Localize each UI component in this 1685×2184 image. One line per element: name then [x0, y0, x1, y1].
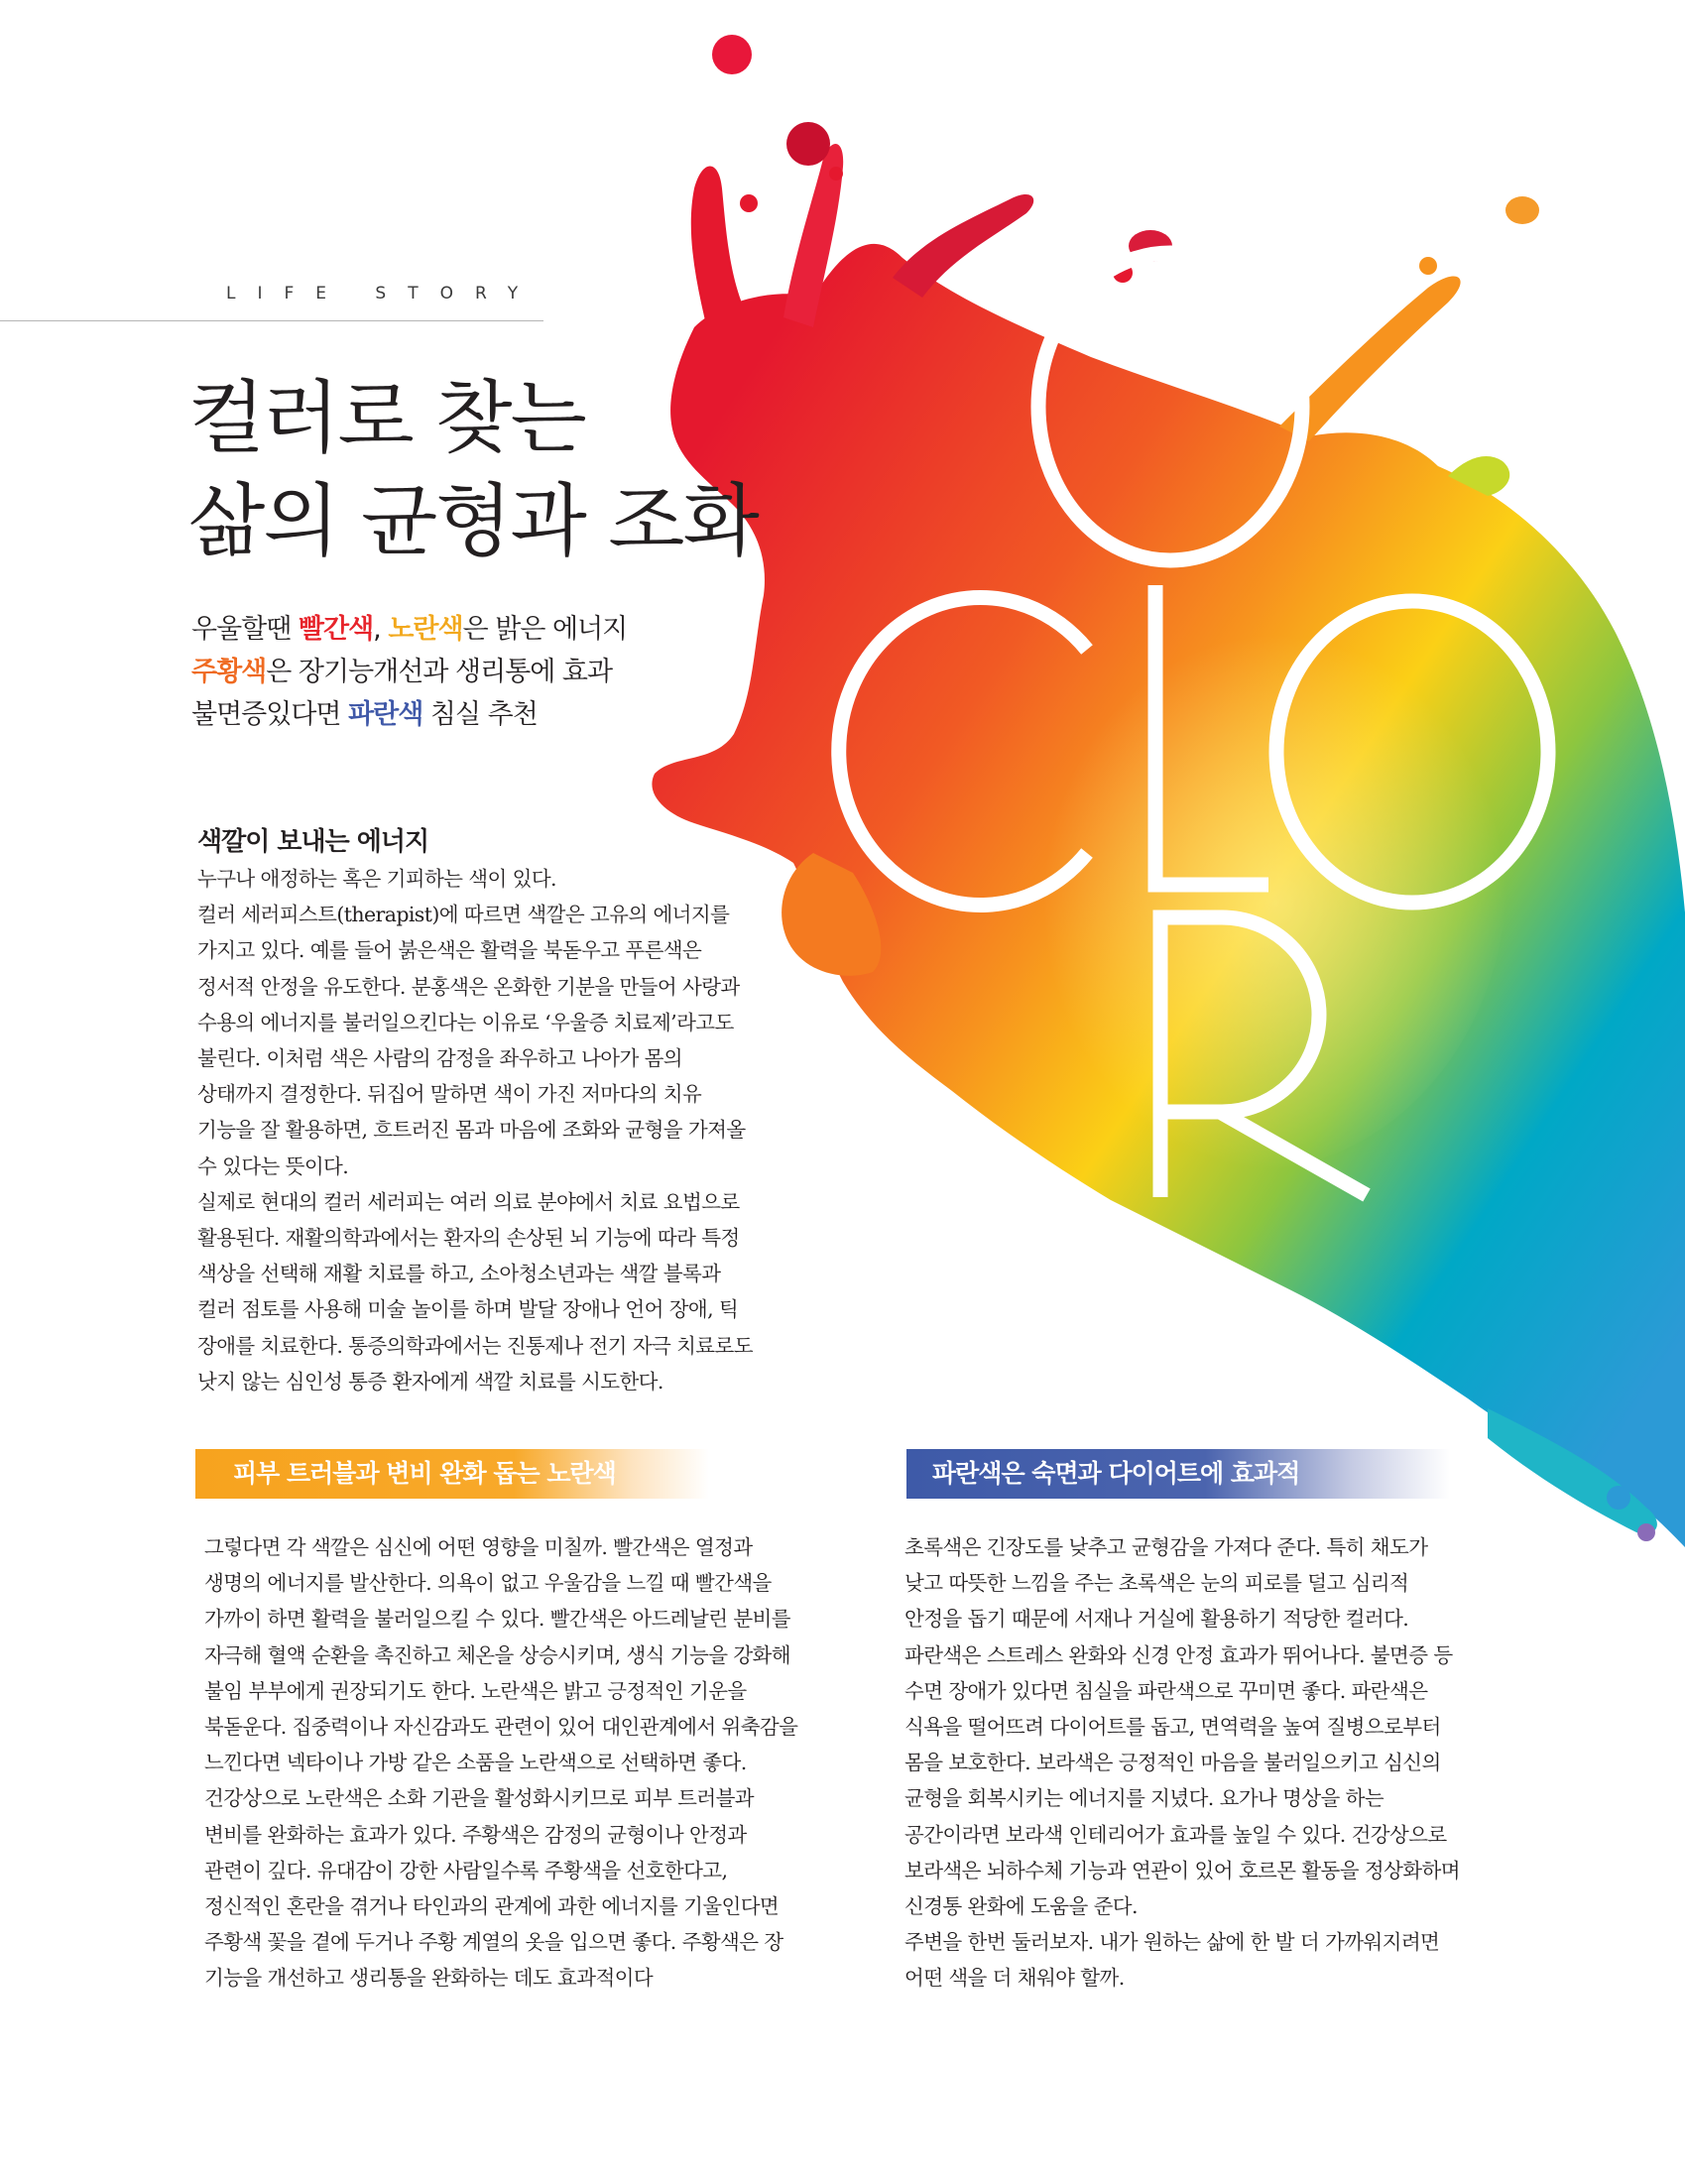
body-line: 그렇다면 각 색깔은 심신에 어떤 영향을 미칠까. 빨간색은 열정과 [204, 1535, 753, 1559]
body-line: 건강상으로 노란색은 소화 기관을 활성화시키므로 피부 트러블과 [204, 1786, 754, 1811]
body-line: 수용의 에너지를 불러일으킨다는 이유로 ‘우울증 치료제’라고도 [197, 1010, 734, 1034]
subtitle-text: 은 밝은 에너지 [462, 614, 628, 645]
blue-section-heading: 파란색은 숙면과 다이어트에 효과적 [906, 1449, 1450, 1499]
droplet [829, 167, 843, 181]
title-line: 컬러로 찾는 [188, 372, 585, 464]
highlight-red: 빨간색 [298, 614, 374, 645]
right-column-body [904, 1529, 1460, 1997]
body-line: 누구나 애정하는 혹은 기피하는 색이 있다. [197, 867, 556, 891]
body-line: 느낀다면 넥타이나 가방 같은 소품을 노란색으로 선택하면 좋다. [204, 1751, 747, 1775]
droplet [1505, 196, 1539, 224]
body-line: 균형을 회복시키는 에너지를 지녔다. 요가나 명상을 하는 [904, 1786, 1384, 1811]
body-line: 수면 장애가 있다면 침실을 파란색으로 꾸미면 좋다. 파란색은 [904, 1678, 1428, 1703]
body-line: 활용된다. 재활의학과에서는 환자의 손상된 뇌 기능에 따라 특정 [197, 1226, 740, 1251]
body-line: 파란색은 스트레스 완화와 신경 안정 효과가 뛰어나다. 불면증 등 [904, 1642, 1453, 1667]
subtitle-line [191, 693, 627, 736]
body-line: 정서적 안정을 유도한다. 분홍색은 온화한 기분을 만들어 사랑과 [197, 974, 740, 999]
section-divider [0, 320, 543, 321]
subtitle-text: 침실 추천 [422, 699, 538, 730]
body-line: 기능을 개선하고 생리통을 완화하는 데도 효과적이다 [204, 1966, 654, 1991]
droplet [1607, 1486, 1630, 1510]
body-line: 신경통 완화에 도움을 준다. [904, 1894, 1138, 1919]
body-line: 색상을 선택해 재활 치료를 하고, 소아청소년과는 색깔 블록과 [197, 1262, 721, 1286]
droplet [712, 35, 752, 74]
body-line: 불린다. 이처럼 색은 사람의 감정을 좌우하고 나아가 몸의 [197, 1046, 682, 1071]
body-line: 몸을 보호한다. 보라색은 긍정적인 마음을 불러일으키고 심신의 [904, 1751, 1441, 1775]
subtitle-text: 불면증있다면 [191, 699, 349, 730]
body-line: 주변을 한번 둘러보자. 내가 원하는 삶에 한 발 더 가까워지려면 [904, 1930, 1440, 1955]
body-line: 가지고 있다. 예를 들어 붉은색은 활력을 북돋우고 푸른색은 [197, 938, 702, 963]
body-line: 수 있다는 뜻이다. [197, 1153, 349, 1178]
body-line: 북돋운다. 집중력이나 자신감과도 관련이 있어 대인관계에서 위축감을 [204, 1715, 798, 1740]
left-column-body [204, 1529, 797, 1997]
body-line: 어떤 색을 더 채워야 할까. [904, 1966, 1125, 1991]
highlight-orange: 주황색 [191, 657, 267, 687]
intro-body [197, 861, 753, 1399]
body-line: 장애를 치료한다. 통증의학과에서는 진통제나 전기 자극 치료로도 [197, 1333, 753, 1358]
body-line: 자극해 혈액 순환을 촉진하고 체온을 상승시키며, 생식 기능을 강화해 [204, 1642, 790, 1667]
body-line: 보라색은 뇌하수체 기능과 연관이 있어 호르몬 활동을 정상화하며 [904, 1858, 1460, 1882]
title-line: 삶의 균형과 조화 [188, 475, 758, 567]
page-title [188, 367, 758, 573]
subtitle-text: , [373, 614, 389, 645]
subtitle-line [191, 651, 627, 693]
body-line: 낫지 않는 심인성 통증 환자에게 색깔 치료를 시도한다. [197, 1369, 663, 1394]
highlight-yellow: 노란색 [388, 614, 463, 645]
body-line: 가까이 하면 활력을 불러일으킬 수 있다. 빨간색은 아드레날린 분비를 [204, 1607, 790, 1632]
body-line: 컬러 점토를 사용해 미술 놀이를 하며 발달 장애나 언어 장애, 틱 [197, 1297, 739, 1322]
body-line: 상태까지 결정한다. 뒤집어 말하면 색이 가진 저마다의 치유 [197, 1082, 702, 1107]
body-line: 안정을 돕기 때문에 서재나 거실에 활용하기 적당한 컬러다. [904, 1607, 1409, 1632]
subtitle-text: 은 장기능개선과 생리통에 효과 [266, 657, 613, 687]
body-line: 식욕을 떨어뜨려 다이어트를 돕고, 면역력을 높여 질병으로부터 [904, 1715, 1441, 1740]
body-line: 주황색 꽃을 곁에 두거나 주황 계열의 옷을 입으면 좋다. 주황색은 장 [204, 1930, 783, 1955]
body-line: 변비를 완화하는 효과가 있다. 주황색은 감정의 균형이나 안정과 [204, 1822, 747, 1847]
splash-tendril-right [893, 194, 1033, 298]
body-line: 초록색은 긴장도를 낮추고 균형감을 가져다 준다. 특히 채도가 [904, 1535, 1428, 1559]
body-line: 생명의 에너지를 발산한다. 의욕이 없고 우울감을 느낄 때 빨간색을 [204, 1571, 772, 1596]
subtitle-line [191, 608, 627, 651]
droplet [1637, 1523, 1655, 1541]
body-line: 관련이 깊다. 유대감이 강한 사람일수록 주황색을 선호한다고, [204, 1858, 728, 1882]
body-line: 기능을 잘 활용하면, 흐트러진 몸과 마음에 조화와 균형을 가져올 [197, 1118, 746, 1143]
body-line: 낮고 따뜻한 느낌을 주는 초록색은 눈의 피로를 덜고 심리적 [904, 1571, 1409, 1596]
body-line: 실제로 현대의 컬러 세러피는 여러 의료 분야에서 치료 요법으로 [197, 1189, 740, 1214]
intro-heading: 색깔이 보내는 에너지 [197, 827, 429, 857]
section-label: LIFE STORY [226, 284, 541, 303]
highlight-blue: 파란색 [348, 699, 423, 730]
body-line: 공간이라면 보라색 인테리어가 효과를 높일 수 있다. 건강상으로 [904, 1822, 1447, 1847]
yellow-section-heading: 피부 트러블과 변비 완화 돕는 노란색 [195, 1449, 709, 1499]
body-line: 정신적인 혼란을 겪거나 타인과의 관계에 과한 에너지를 기울인다면 [204, 1894, 780, 1919]
body-line: 컬러 세러피스트(therapist)에 따르면 색깔은 고유의 에너지를 [197, 903, 730, 927]
droplet [740, 194, 758, 212]
subtitle [191, 608, 627, 736]
droplet [1419, 257, 1437, 275]
body-line: 불임 부부에게 권장되기도 한다. 노란색은 밝고 긍정적인 기운을 [204, 1678, 747, 1703]
droplet [786, 122, 830, 166]
subtitle-text: 우울할땐 [191, 614, 299, 645]
